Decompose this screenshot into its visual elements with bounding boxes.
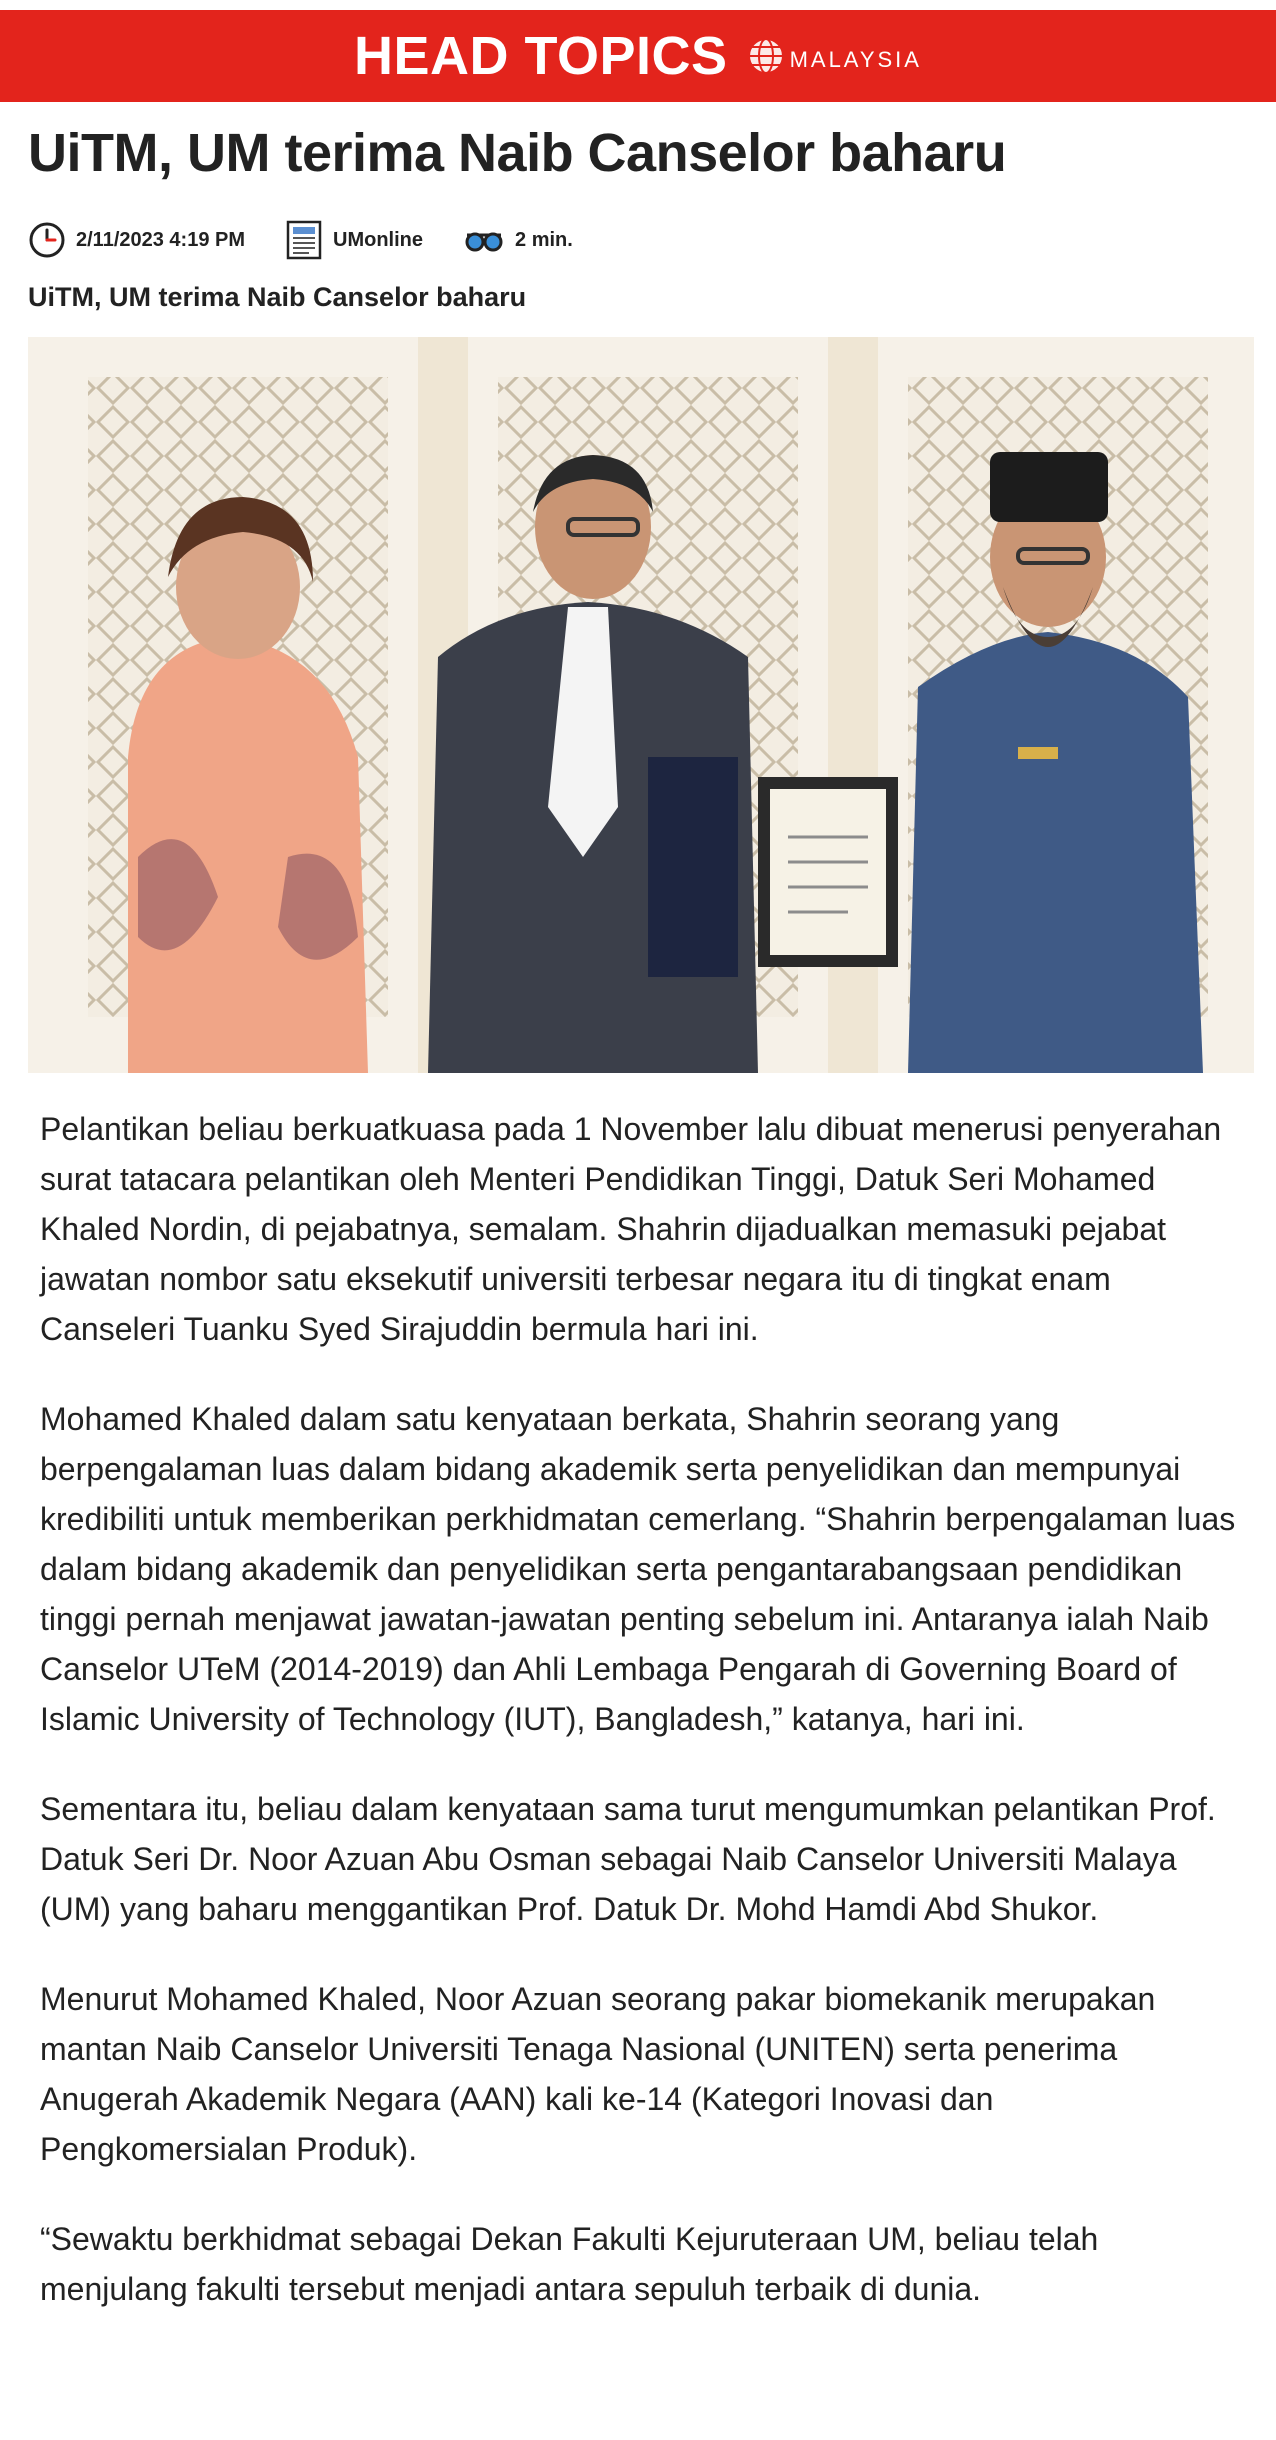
newspaper-icon — [285, 220, 323, 260]
article-photo — [28, 337, 1254, 1073]
article-source-text[interactable]: UMonline — [333, 228, 424, 251]
article-paragraph: Mohamed Khaled dalam satu kenyataan berkata, Shahrin seorang yang berpengalaman luas dalam bidang akademik serta penyelidikan dan mempunyai kredibiliti untuk memberikan perkhidmatan cemerlang. “Shahrin berpengalaman luas dalam bidang akademik dan penyelidikan serta pengantarabangsaan pendidikan tinggi pernah menjawat jawatan-jawatan penting sebelum ini. Antaranya ialah Naib Canselor UTeM (2014-2019) dan Ahli Lembaga Pengarah di Governing Board of Islamic University of Technology (IUT), Bangladesh,” katanya, hari ini. — [40, 1401, 1236, 1737]
article-date — [28, 221, 245, 259]
article-body — [40, 1104, 1240, 2354]
article-subtitle: UiTM, UM terima Naib Canselor baharu — [28, 282, 527, 312]
article-paragraph: “Sewaktu berkhidmat sebagai Dekan Fakulti Kejuruteraan UM, beliau telah menjulang fakulti tersebut menjadi antara sepuluh terbaik di dunia. — [40, 2221, 1099, 2307]
article-date-text: 2/11/2023 4:19 PM — [76, 228, 246, 251]
article-photo-image — [28, 337, 1254, 1073]
article-paragraph: Pelantikan beliau berkuatkuasa pada 1 November lalu dibuat menerusi penyerahan surat tatacara pelantikan oleh Menteri Pendidikan Tinggi, Datuk Seri Mohamed Khaled Nordin, di pejabatnya, semalam. Shahrin dijadualkan memasuki pejabat jawatan nombor satu eksekutif universiti terbesar negara itu di tingkat enam Canseleri Tuanku Syed Sirajuddin bermula hari ini. — [40, 1111, 1222, 1347]
site-header — [0, 10, 1276, 102]
globe-icon — [746, 36, 786, 76]
article-read-time — [463, 225, 573, 255]
article-meta — [28, 220, 613, 260]
clock-icon — [28, 221, 66, 259]
article-paragraph: Sementara itu, beliau dalam kenyataan sama turut mengumumkan pelantikan Prof. Datuk Seri Dr. Noor Azuan Abu Osman sebagai Naib Canselor Universiti Malaya (UM) yang baharu menggantikan Prof. Datuk Dr. Mohd Hamdi Abd Shukor. — [40, 1791, 1216, 1927]
site-region: MALAYSIA — [789, 47, 922, 72]
article-title: UiTM, UM terima Naib Canselor baharu — [28, 123, 1007, 183]
article-paragraph: Menurut Mohamed Khaled, Noor Azuan seorang pakar biomekanik merupakan mantan Naib Canselor Universiti Tenaga Nasional (UNITEN) serta penerima Anugerah Akademik Negara (AAN) kali ke-14 (Kategori Inovasi dan Pengkomersialan Produk). — [40, 1981, 1156, 2167]
site-logo[interactable]: HEAD TOPICS — [354, 26, 728, 86]
glasses-icon — [463, 225, 505, 255]
article-source[interactable] — [285, 220, 423, 260]
article-read-time-text: 2 min. — [515, 228, 573, 251]
